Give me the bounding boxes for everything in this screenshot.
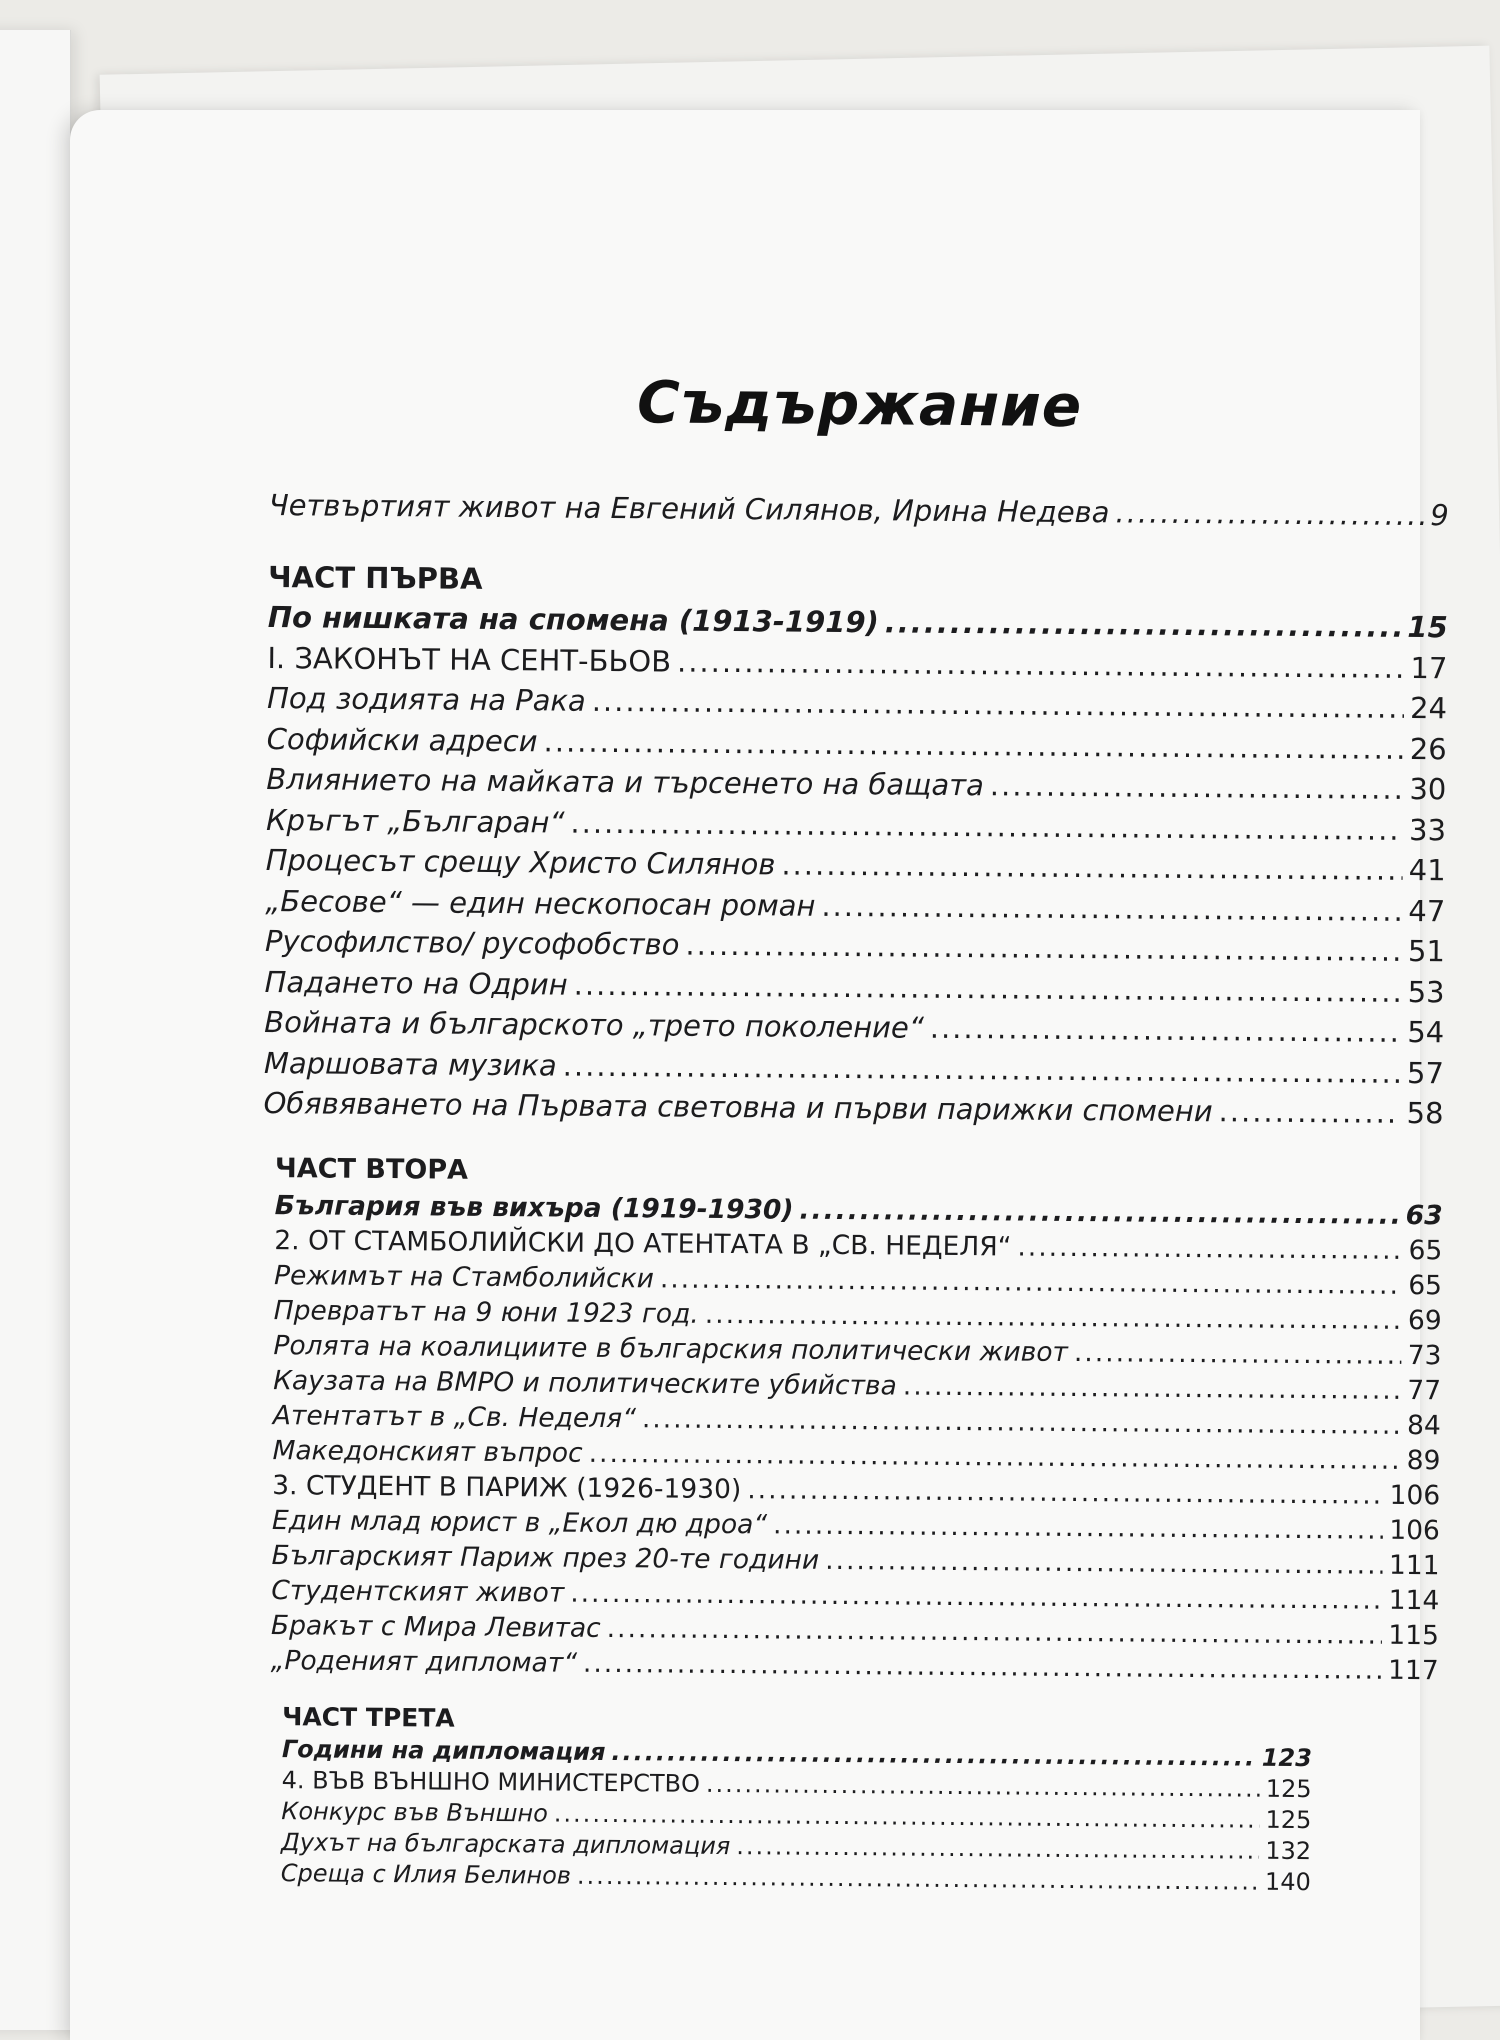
toc-entry-page: 54 xyxy=(1407,1014,1445,1050)
toc-entry-page: 17 xyxy=(1410,650,1448,685)
toc-entry-label: 2. ОТ СТАМБОЛИЙСКИ ДО АТЕНТАТА В „СВ. НЕДЕЛЯ“ xyxy=(274,1224,1012,1263)
dot-leader xyxy=(574,964,1402,1012)
dot-leader xyxy=(577,1860,1259,1897)
toc-entry-page: 77 xyxy=(1407,1374,1442,1406)
toc-entry-label: Обявяването на Първата световна и първи парижки спомени xyxy=(263,1085,1213,1129)
toc-entry-page: 30 xyxy=(1409,771,1447,807)
page-title: Съдържание xyxy=(636,368,1083,441)
dot-leader xyxy=(592,681,1405,729)
toc-entry-label: Атентатът в „Св. Неделя“ xyxy=(272,1399,637,1434)
toc-entry-label: „Бесове“ — един нескопосан роман xyxy=(265,883,816,923)
toc-entry-label: Русофилство/ русофобство xyxy=(264,923,680,962)
toc-entry-label: Процесът срещу Христо Силянов xyxy=(265,842,776,882)
toc-entry-label: Българският Париж през 20-те години xyxy=(271,1539,820,1576)
toc-entry-page: 65 xyxy=(1408,1234,1443,1266)
toc-entry-label: Среща с Илия Белинов xyxy=(280,1858,572,1890)
dot-leader xyxy=(990,765,1404,809)
toc-entry-page: 65 xyxy=(1408,1269,1443,1301)
toc-entry-label: Конкурс във Външно xyxy=(281,1796,548,1827)
toc-entry-page: 132 xyxy=(1265,1836,1312,1865)
dot-leader xyxy=(1115,492,1424,535)
toc-entry-label: Ролята на коалициите в българския политически живот xyxy=(273,1329,1069,1368)
toc-entry-page: 125 xyxy=(1265,1774,1312,1803)
toc-entry-page: 106 xyxy=(1389,1514,1441,1546)
toc-entry-label: Войната и българското „трето поколение“ xyxy=(264,1004,924,1045)
toc-entry-page: 84 xyxy=(1406,1409,1441,1441)
dot-leader xyxy=(1017,1229,1402,1267)
part-heading: ЧАСТ ВТОРА xyxy=(274,1152,469,1186)
toc-entry-page: 51 xyxy=(1407,933,1446,969)
toc-entry-label: Влиянието на майката и търсенето на бащата xyxy=(266,761,985,803)
dot-leader xyxy=(583,1645,1382,1687)
part-two xyxy=(259,1149,1444,1687)
toc-entry-page: 117 xyxy=(1387,1654,1439,1686)
toc-entry-label: Под зодията на Рака xyxy=(266,680,586,718)
toc-entry-page: 123 xyxy=(1261,1743,1313,1772)
book-page xyxy=(70,110,1449,2040)
toc-entry-page: 53 xyxy=(1407,974,1445,1009)
toc-entry-label: Македонският въпрос xyxy=(272,1434,583,1469)
dot-leader xyxy=(781,844,1403,890)
toc-entry-page: 41 xyxy=(1408,852,1446,888)
toc-entry-label: 4. ВЪВ ВЪНШНО МИНИСТЕРСТВО xyxy=(281,1765,701,1798)
toc-entry-page: 47 xyxy=(1408,893,1446,928)
toc-entry-label: Каузата на ВМРО и политическите убийства xyxy=(273,1364,897,1402)
dot-leader xyxy=(799,1192,1400,1232)
toc-entry-label: България във вихъра (1919-1930) xyxy=(274,1189,794,1226)
toc-entry-label: Студентският живот xyxy=(271,1574,565,1609)
dot-leader xyxy=(685,925,1402,972)
toc-entry-intro xyxy=(269,485,1449,535)
toc-entry-label: „Роденият дипломат“ xyxy=(270,1644,578,1679)
toc-entry-label: 3. СТУДЕНТ В ПАРИЖ (1926-1930) xyxy=(272,1469,742,1505)
toc-entry-label: I. ЗАКОНЪТ НА СЕНТ-БЬОВ xyxy=(267,640,672,679)
toc-entry-label: Един млад юрист в „Екол дю дроа“ xyxy=(271,1504,768,1540)
toc-entry-page: 26 xyxy=(1409,731,1447,766)
toc-entry-label: Режимът на Стамболийски xyxy=(273,1259,655,1294)
dot-leader xyxy=(821,885,1402,931)
toc-entry-page: 57 xyxy=(1406,1055,1445,1090)
dot-leader xyxy=(903,1368,1402,1407)
dot-leader xyxy=(930,1008,1402,1053)
toc-entry-label: По нишката на спомена (1913-1919) xyxy=(267,599,880,640)
toc-entry-page: 69 xyxy=(1407,1304,1442,1336)
toc-entry-label: Четвъртият живот на Евгений Силянов, Ирина Недева xyxy=(268,487,1110,530)
toc-entry-page: 63 xyxy=(1405,1199,1443,1231)
dot-leader xyxy=(736,1831,1259,1867)
toc-entry-page: 58 xyxy=(1406,1095,1444,1131)
toc-entry-page: 115 xyxy=(1388,1619,1440,1651)
dot-leader xyxy=(706,1768,1260,1804)
toc-entry-label: Кръгът „Българан“ xyxy=(265,802,565,840)
dot-leader xyxy=(885,602,1402,647)
toc-entry-label: Превратът на 9 юни 1923 год. xyxy=(273,1294,699,1330)
dot-leader xyxy=(1218,1091,1400,1133)
dot-leader xyxy=(1074,1335,1402,1373)
toc-entry-page: 73 xyxy=(1407,1339,1442,1371)
toc-entry-page: 24 xyxy=(1409,690,1448,726)
toc-entry-page: 89 xyxy=(1406,1444,1441,1476)
toc-entry-page: 114 xyxy=(1388,1584,1440,1616)
toc-entry-label: Бракът с Мира Левитас xyxy=(270,1609,601,1644)
part-heading: ЧАСТ ПЪРВА xyxy=(268,559,483,596)
toc-entry-page: 125 xyxy=(1265,1805,1312,1834)
part-three xyxy=(257,1699,1439,1898)
toc-entry-page: 111 xyxy=(1388,1549,1440,1581)
dot-leader xyxy=(773,1507,1383,1547)
toc-entry-label: Падането на Одрин xyxy=(264,964,568,1002)
left-page-edge xyxy=(0,30,71,2030)
toc-entry-page: 106 xyxy=(1389,1479,1441,1511)
dot-leader xyxy=(677,641,1405,688)
dot-leader xyxy=(747,1472,1384,1513)
toc-entry-page: 9 xyxy=(1430,498,1449,533)
toc-entry-page: 140 xyxy=(1264,1867,1311,1896)
toc-entry-label: Години на дипломация xyxy=(281,1734,606,1766)
part-heading: ЧАСТ ТРЕТА xyxy=(282,1701,455,1733)
toc-entry-label: Маршовата музика xyxy=(263,1045,557,1083)
dot-leader xyxy=(825,1542,1383,1582)
toc-entry-page: 33 xyxy=(1408,812,1447,847)
table-of-contents xyxy=(257,365,1450,1899)
toc-entry-page: 15 xyxy=(1407,609,1448,645)
part-one xyxy=(263,557,1448,1134)
toc-entry-label: Софийски адреси xyxy=(266,721,538,758)
toc-entry-label: Духът на българската дипломация xyxy=(280,1827,731,1860)
